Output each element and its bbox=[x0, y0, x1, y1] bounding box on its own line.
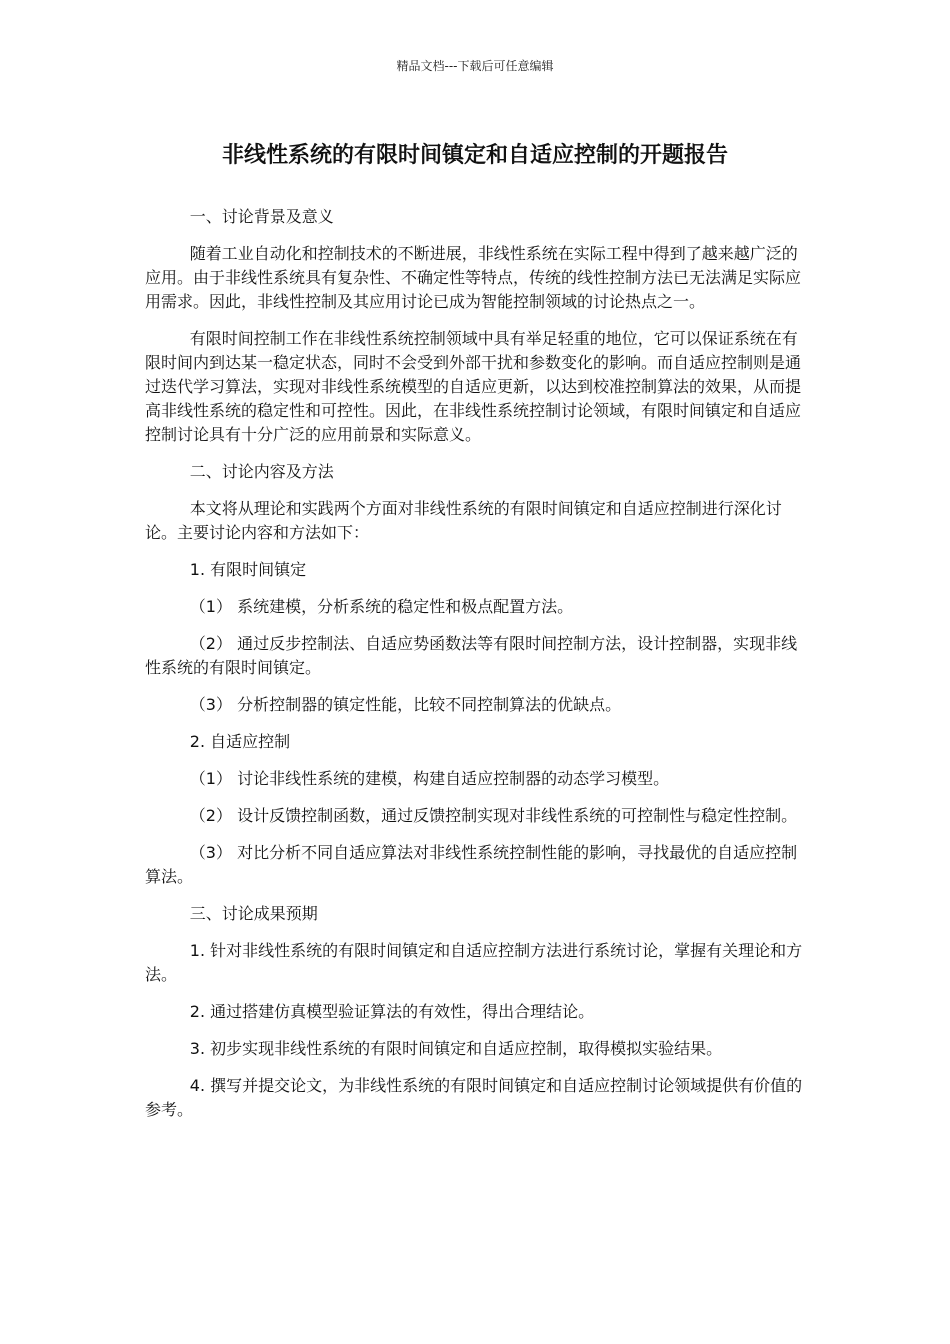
subheading-finite-time: 1. 有限时间镇定 bbox=[189, 560, 307, 579]
list-item: 2. 通过搭建仿真模型验证算法的有效性，得出合理结论。 bbox=[189, 1002, 595, 1021]
section-heading-methods: 二、讨论内容及方法 bbox=[189, 462, 334, 481]
list-item: （1） 系统建模，分析系统的稳定性和极点配置方法。 bbox=[189, 597, 574, 616]
list-item: 1. 针对非线性系统的有限时间镇定和自适应控制方法进行系统讨论，掌握有关理论和方法。 bbox=[145, 941, 803, 984]
subheading-adaptive: 2. 自适应控制 bbox=[189, 732, 291, 751]
list-item: （2） 设计反馈控制函数，通过反馈控制实现对非线性系统的可控制性与稳定性控制。 bbox=[189, 806, 798, 825]
document-body bbox=[145, 205, 805, 1135]
list-item: 3. 初步实现非线性系统的有限时间镇定和自适应控制，取得模拟实验结果。 bbox=[189, 1039, 723, 1058]
list-item: （2） 通过反步控制法、自适应势函数法等有限时间控制方法，设计控制器，实现非线性系统的有限时间镇定。 bbox=[145, 634, 798, 677]
list-item: （3） 分析控制器的镇定性能，比较不同控制算法的优缺点。 bbox=[189, 695, 622, 714]
paragraph-background-2: 有限时间控制工作在非线性系统控制领域中具有举足轻重的地位，它可以保证系统在有限时间内到达某一稳定状态，同时不会受到外部干扰和参数变化的影响。而自适应控制则是通过迭代学习算法，实现对非线性系统模型的自适应更新，以达到校准控制算法的效果，从而提高非线性系统的稳定性和可控性。因此，在非线性系统控制讨论领域，有限时间镇定和自适应控制讨论具有十分广泛的应用前景和实际意义。 bbox=[145, 329, 802, 444]
section-heading-outcomes: 三、讨论成果预期 bbox=[189, 904, 318, 923]
list-item: 4. 撰写并提交论文，为非线性系统的有限时间镇定和自适应控制讨论领域提供有价值的参考。 bbox=[145, 1076, 803, 1119]
page-header: 精品文档---下载后可任意编辑 bbox=[396, 59, 554, 73]
document-title: 非线性系统的有限时间镇定和自适应控制的开题报告 bbox=[221, 143, 728, 168]
list-item: （3） 对比分析不同自适应算法对非线性系统控制性能的影响，寻找最优的自适应控制算法。 bbox=[145, 843, 798, 886]
list-item: （1） 讨论非线性系统的建模，构建自适应控制器的动态学习模型。 bbox=[189, 769, 670, 788]
paragraph-methods-intro: 本文将从理论和实践两个方面对非线性系统的有限时间镇定和自适应控制进行深化讨论。主要讨论内容和方法如下： bbox=[145, 499, 782, 542]
section-heading-background: 一、讨论背景及意义 bbox=[189, 207, 334, 226]
paragraph-background-1: 随着工业自动化和控制技术的不断进展，非线性系统在实际工程中得到了越来越广泛的应用。由于非线性系统具有复杂性、不确定性等特点，传统的线性控制方法已无法满足实际应用需求。因此，非线性控制及其应用讨论已成为智能控制领域的讨论热点之一。 bbox=[145, 244, 802, 311]
